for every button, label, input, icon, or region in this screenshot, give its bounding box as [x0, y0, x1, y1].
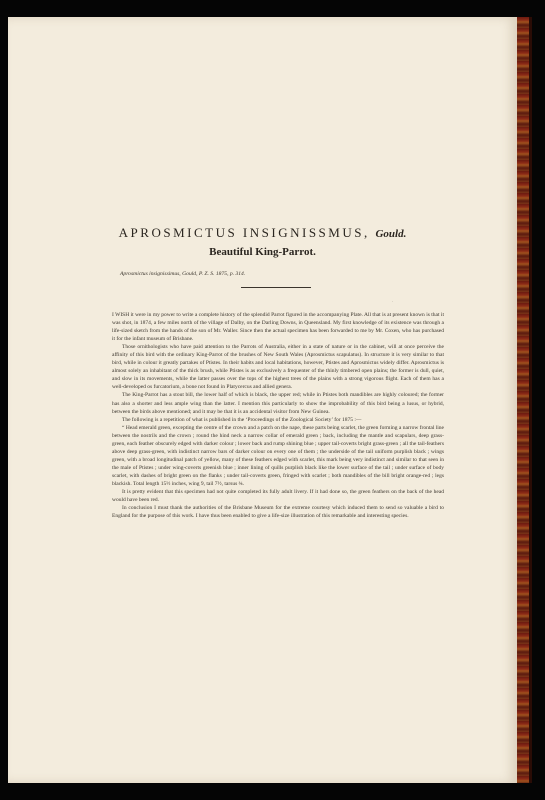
paragraph: “ Head emerald green, excepting the centre of the crown and a patch on the nape, these parts being scarlet, the green forming a narrow frontal line between the nostrils and the crown ; round the hind neck a narrow collar of emerald green ; back, including the mantle and scapulars, deep grass-green, each feather obscurely edged with darker colour ; lower back and rump shining blue ; upper tail-coverts bright grass-green ; all the tail-feathers above deep grass-green, with indistinct narrow bars of darker colour on every one of them ; the underside of the tail uniform purplish black ; wings green, with a broad longitudinal patch of yellow, many of these feathers edged with scarlet, this mark being very indistinct and similar to that seen in the male of Ptistes ; under wing-coverts greenish blue ; inner lining of quills purplish black like the lower surface of the tail ; under surface of body scarlet, with dashes of bright green on the flanks ; under tail-coverts green, fringed with scarlet ; both mandibles of the bill bright orange-red ; legs blackish. Total length 15½ inches, wing 9, tail 7½, tarsus ¾.: [112, 424, 444, 487]
paragraph: In conclusion I must thank the authorities of the Brisbane Museum for the extreme courtesy which induced them to send so valuable a bird to England for the purpose of this work. I have thus been enabled to give a life-size illustration of this remarkable and interesting species.: [112, 505, 444, 520]
book-page: [8, 17, 517, 783]
paragraph: The King-Parrot has a stout bill, the lower half of which is black, the upper red; while in Ptistes both mandibles are highly coloured; the former has also a shorter and less ample wing than the latter. I mention this particularly to show the improbability of this bird being a lusus, or hybrid, between the birds above mentioned; and it may be that it is an accidental visitor from New Guinea.: [112, 392, 444, 415]
paragraph: It is pretty evident that this specimen had not quite completed its fully adult livery. If it had done so, the green feathers on the back of the head would have been red.: [112, 489, 444, 504]
marbled-page-edge: [517, 17, 529, 783]
paragraph: Those ornithologists who have paid attention to the Parrots of Australia, either in a state of nature or in the cabinet, will at once perceive the affinity of this bird with the ordinary King-Parrot of the brushes of New South Wales (Aprosmictus scapulatus). In structure it is very similar to that bird, while in colour it greatly partakes of Ptistes. In their habits and local habitations, however, Ptistes and Aprosmictus widely differ. Aprosmictus is almost solely an inhabitant of the thick brush, while Ptistes is as exclusively a frequenter of the thinly timbered open plains; the former is dull, quiet, and slow in its movements, while the latter passes over the tops of the highest trees of the plains with a strong vigorous flight. Each of them has a well-developed os furcatorium, a bone not found in Platycercus and allied genera.: [112, 344, 444, 391]
species-name: APROSMICTUS INSIGNISSMUS,: [118, 225, 370, 240]
page-speck: ·: [392, 299, 394, 304]
author-name: Gould.: [375, 228, 407, 240]
divider-rule: [241, 287, 311, 288]
paragraph: I WISH it were in my power to write a complete history of the splendid Parrot figured in the accompanying Plate. All that is at present known is that it was shot, in 1874, a few miles north of the village of Dalby, on the Darling Downs, in Queensland. My first knowledge of its existence was through a life-sized sketch from the hands of the son of Mr. Waller. Since then the actual specimen has been forwarded to me by Mr. Coxen, who has purchased it for the infant museum of Brisbane.: [112, 312, 444, 343]
body-text: [112, 311, 444, 520]
page-title: [8, 225, 517, 241]
synonym-reference: Aprosmictus insignissimus, Gould, P. Z. S. 1875, p. 314.: [120, 271, 246, 277]
common-name: Beautiful King-Parrot.: [209, 246, 316, 258]
cover-edge: [529, 17, 532, 783]
paragraph: The following is a repetition of what is published in the ‘Proceedings of the Zoological Society’ for 1875 :—: [122, 416, 362, 423]
